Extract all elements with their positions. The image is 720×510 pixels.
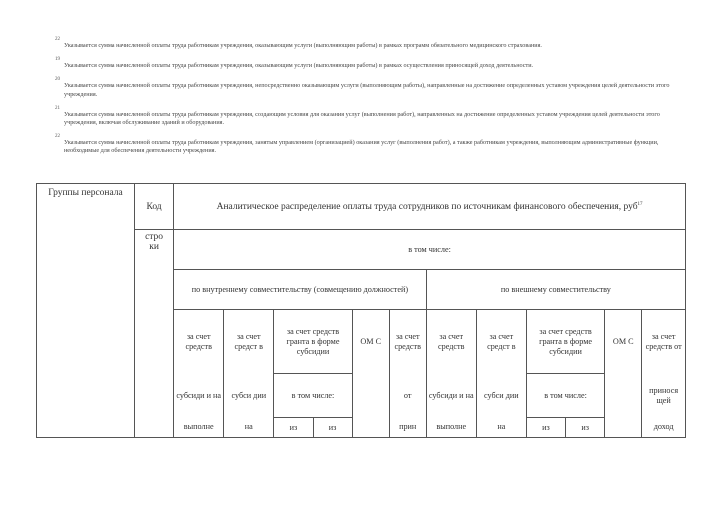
cell-c5: за счет средств bbox=[389, 310, 426, 374]
cell-vypoln: выполне bbox=[174, 418, 224, 438]
col-code-text-3: ки bbox=[149, 242, 159, 252]
cell-subsidy2: субси дии bbox=[224, 374, 274, 418]
cell-vypoln2: выполне bbox=[426, 418, 476, 438]
cell-oms-last bbox=[352, 418, 389, 438]
cell-ot: от bbox=[389, 374, 426, 418]
footnote-4 bbox=[55, 105, 685, 127]
cell-na: на bbox=[224, 418, 274, 438]
footnote-5 bbox=[55, 134, 685, 155]
cell-oms-empty2 bbox=[605, 374, 642, 418]
cell-c9: ОМ С bbox=[605, 310, 642, 374]
cell-c3: за счет средств гранта в форме субсидии bbox=[274, 310, 352, 374]
footnote-1 bbox=[55, 37, 685, 50]
cell-prinos: принося щей bbox=[642, 374, 686, 418]
cell-iz4: из bbox=[566, 418, 605, 438]
cell-iz2: из bbox=[313, 418, 352, 438]
main-header bbox=[174, 184, 686, 230]
footnote-text: Указывается сумма начисленной оплаты труда работникам учреждения, создающим условия для оказания услуг (выполнения работ), направленных на достижение определенных уставом учреждения целей деятельности этого учреждения, включая обслуживание зданий и оборудования. bbox=[64, 110, 660, 127]
salary-distribution-table bbox=[36, 183, 686, 438]
cell-c6: за счет средств bbox=[426, 310, 476, 374]
external-header: по внешнему совместительству bbox=[426, 270, 685, 310]
main-header-sup: 17 bbox=[637, 202, 643, 208]
internal-header: по внутреннему совместительству (совмещению должностей) bbox=[174, 270, 427, 310]
cell-subsidy4: субси дии bbox=[476, 374, 526, 418]
cell-in-that2: в том числе: bbox=[526, 374, 604, 418]
col-code-cont bbox=[134, 230, 173, 438]
footnote-number: 19 bbox=[55, 57, 60, 63]
footnotes bbox=[55, 37, 685, 168]
cell-oms-last2 bbox=[605, 418, 642, 438]
col-code-header: Код bbox=[134, 184, 173, 230]
footnote-number: 21 bbox=[55, 105, 60, 111]
cell-c1: за счет средств bbox=[174, 310, 224, 374]
footnote-number: 22 bbox=[55, 37, 60, 42]
cell-subsidy: субсиди и на bbox=[174, 374, 224, 418]
footnote-text: Указывается сумма начисленной оплаты труда работникам учреждения, оказывающим услуги (выполняющим работы) в рамках программ обязательного медицинского страхования. bbox=[64, 42, 542, 49]
col-code-text-2: стро bbox=[145, 232, 164, 242]
footnote-3 bbox=[55, 77, 685, 98]
cell-c7: за счет средст в bbox=[476, 310, 526, 374]
col-groups-header: Группы персонала bbox=[37, 184, 135, 438]
footnote-2 bbox=[55, 57, 685, 70]
cell-c8: за счет средств гранта в форме субсидии bbox=[526, 310, 604, 374]
footnote-text: Указывается сумма начисленной оплаты труда работникам учреждения, занятым управлением (организацией) оказания услуг (выполнения работ), а также работникам учреждения, выполняющим административные функции, необходимые для обеспечения деятельности учреждения. bbox=[64, 139, 659, 155]
cell-iz3: из bbox=[526, 418, 565, 438]
cell-oms-empty bbox=[352, 374, 389, 418]
cell-subsidy3: субсиди и на bbox=[426, 374, 476, 418]
cell-c10: за счет средств от bbox=[642, 310, 686, 374]
footnote-number: 22 bbox=[55, 134, 60, 140]
cell-in-that: в том числе: bbox=[274, 374, 352, 418]
cell-iz1: из bbox=[274, 418, 313, 438]
cell-dohod: доход bbox=[642, 418, 686, 438]
footnote-number: 20 bbox=[55, 77, 60, 83]
footnote-text: Указывается сумма начисленной оплаты труда работникам учреждения, непосредственно оказывающим услуги (выполняющим работы), направленные на достижение определенных уставом учреждения целей деятельности этого учреждения. bbox=[64, 82, 670, 98]
cell-prin: прин bbox=[389, 418, 426, 438]
cell-c2: за счет средст в bbox=[224, 310, 274, 374]
cell-c4: ОМ С bbox=[352, 310, 389, 374]
footnote-text: Указывается сумма начисленной оплаты труда работникам учреждения, оказывающим услуги (выполняющим работы) в рамках осуществления приносящей доход деятельности. bbox=[64, 62, 534, 70]
in-that-header: в том числе: bbox=[174, 230, 686, 270]
cell-na2: на bbox=[476, 418, 526, 438]
main-header-text: Аналитическое распределение оплаты труда сотрудников по источникам финансового обеспечения, руб bbox=[216, 202, 638, 213]
